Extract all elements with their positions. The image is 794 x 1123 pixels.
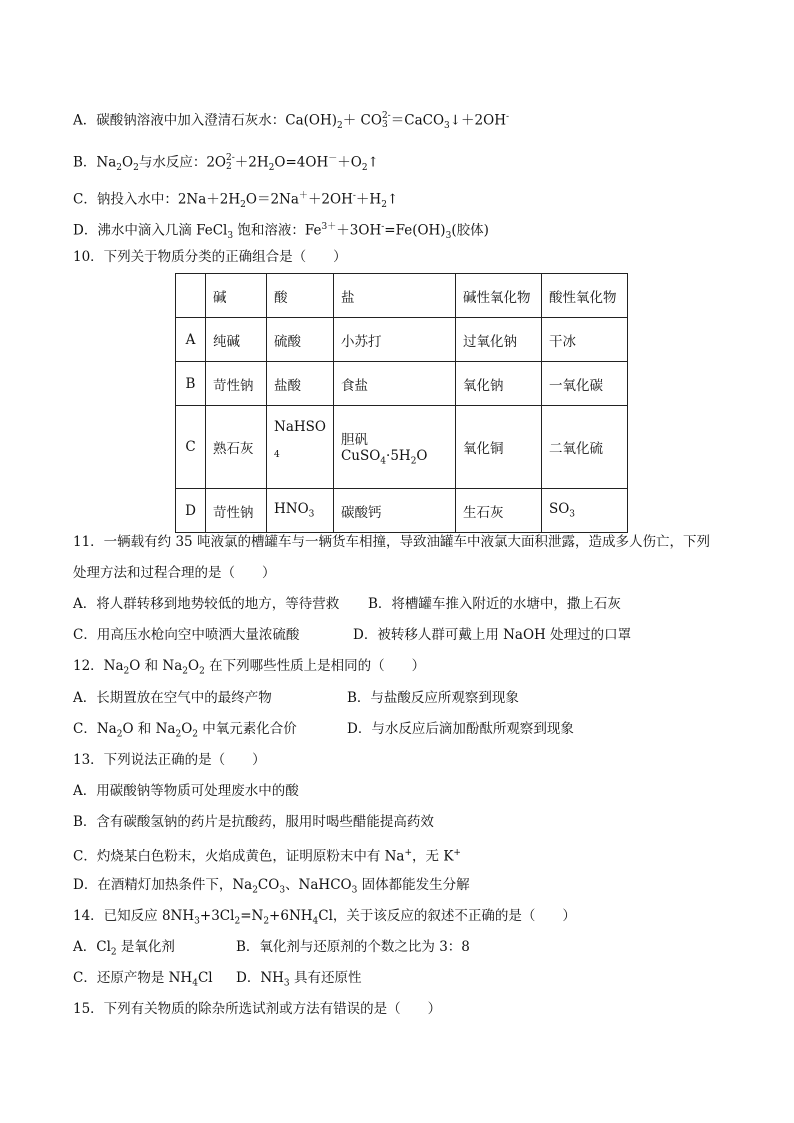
table-cell: 食盐 xyxy=(333,362,455,406)
table-cell: 生石灰 xyxy=(455,489,541,533)
q13-option-a: A．用碳酸钠等物质可处理废水中的酸 xyxy=(73,783,299,799)
q10-stem: 10．下列关于物质分类的正确组合是（ ） xyxy=(73,249,347,265)
q13-stem: 13．下列说法正确的是（ ） xyxy=(73,752,266,768)
table-cell: 氧化铜 xyxy=(455,406,541,489)
table-cell: 过氧化钠 xyxy=(455,318,541,362)
table-header-cell: 碱 xyxy=(206,274,267,318)
q11-option-a: A．将人群转移到地势较低的地方，等待营救 xyxy=(73,596,340,612)
q13-option-c: C．灼烧某白色粉末，火焰成黄色，证明原粉末中有 Na+，无 K+ xyxy=(73,848,461,865)
q12-option-c: C．$Na_2O$ 和 $Na_2O_2$ 中氧元素化合价 xyxy=(73,721,297,740)
q9-option-c: C．钠投入水中：$2Na+2H_2O=2Na^++2OH^-+H_2↑$ xyxy=(73,191,399,211)
table-cell: $SO_3$ xyxy=(541,489,627,533)
table-cell: 盐酸 xyxy=(267,362,334,406)
q9-option-b: B．$Na_2O_2$与水反应：2O 2- 2 $+2H_2O=4OH^-+O_2↑$ xyxy=(73,153,379,174)
table-header-cell: 碱性氧化物 xyxy=(455,274,541,318)
table-header-cell: 酸性氧化物 xyxy=(541,274,627,318)
table-cell: 苛性钠 xyxy=(206,362,267,406)
classification-table xyxy=(175,273,628,533)
q14-option-d: D．$NH_3$ 具有还原性 xyxy=(236,970,362,989)
q13-option-b: B．含有碳酸氢钠的药片是抗酸药，服用时喝些醋能提高药效 xyxy=(73,814,434,830)
q12-option-a: A．长期置放在空气中的最终产物 xyxy=(73,690,272,706)
q12-options-row1 xyxy=(73,689,519,707)
table-cell: 苛性钠 xyxy=(206,489,267,533)
q14-stem: 14．已知反应 $8NH_3+3Cl_2=N_2+6NH_4Cl$，关于该反应的叙述不正确的是（ ） xyxy=(73,908,576,927)
q15-stem: 15．下列有关物质的除杂所选试剂或方法有错误的是（ ） xyxy=(73,1001,442,1017)
table-cell: 胆矾 $CuSO_4\cdot 5H_2O$ xyxy=(333,406,455,489)
table-row xyxy=(176,406,628,489)
q12-option-d: D．与水反应后滴加酚酞所观察到现象 xyxy=(347,721,574,737)
table-cell xyxy=(176,274,206,318)
q12-stem: 12．$Na_2O$ 和 $Na_2O_2$ 在下列哪些性质上是相同的（ ） xyxy=(73,658,426,677)
q13-option-d: D．在酒精灯加热条件下，$Na_2CO_3$、NaHCO$_3$ 固体都能发生分解 xyxy=(73,877,470,896)
table-cell: D xyxy=(176,489,206,533)
table-row xyxy=(176,362,628,406)
table-cell: 熟石灰 xyxy=(206,406,267,489)
table-cell: B xyxy=(176,362,206,406)
table-cell: 氧化钠 xyxy=(455,362,541,406)
table-cell: 干冰 xyxy=(541,318,627,362)
q11-option-d: D．被转移人群可戴上用 NaOH 处理过的口罩 xyxy=(353,627,632,643)
q9-option-d: D．沸水中滴入几滴 FeCl$_3$ 饱和溶液：$Fe^{3+}+3OH^-=Fe(OH)_3$(胶体) xyxy=(73,222,489,242)
q11-option-c: C．用高压水枪向空中喷洒大量浓硫酸 xyxy=(73,627,300,643)
table-cell: C xyxy=(176,406,206,489)
table-cell: 一氧化碳 xyxy=(541,362,627,406)
q11-options-row2 xyxy=(73,626,632,644)
table-row xyxy=(176,318,628,362)
q14-option-b: B．氧化剂与还原剂的个数之比为 3：8 xyxy=(236,939,470,955)
table-header-cell: 盐 xyxy=(333,274,455,318)
table-cell: NaHSO 4 xyxy=(267,406,334,489)
table-cell: A xyxy=(176,318,206,362)
q11-stem-line1: 11．一辆载有约 35 吨液氯的槽罐车与一辆货车相撞，导致油罐车中液氯大面积泄露，造成多人伤亡，下列 xyxy=(73,534,710,550)
q11-option-b: B．将槽罐车推入附近的水塘中，撒上石灰 xyxy=(368,596,621,612)
q14-options-row2 xyxy=(73,969,362,993)
table-header-row xyxy=(176,274,628,318)
q14-options-row1 xyxy=(73,938,470,962)
q14-option-a: A．$Cl_2$ 是氧化剂 xyxy=(73,939,175,958)
table-cell: 硫酸 xyxy=(267,318,334,362)
table-cell: 二氧化硫 xyxy=(541,406,627,489)
table-row xyxy=(176,489,628,533)
q12-option-b: B．与盐酸反应所观察到现象 xyxy=(347,690,519,706)
table-cell: 碳酸钙 xyxy=(333,489,455,533)
q11-options-row1 xyxy=(73,595,621,613)
q12-options-row2 xyxy=(73,720,574,744)
table-header-cell: 酸 xyxy=(267,274,334,318)
q14-option-c: C．还原产物是 $NH_4Cl$ xyxy=(73,970,213,989)
table-cell: 纯碱 xyxy=(206,318,267,362)
q11-stem-line2: 处理方法和过程合理的是（ ） xyxy=(73,565,276,581)
q9-option-a: A．碳酸钠溶液中加入澄清石灰水：$Ca(OH)_2+$ CO 2- 3 ＝CaCO$_3$↓＋2OH- xyxy=(73,111,510,132)
table-cell: 小苏打 xyxy=(333,318,455,362)
table-cell: $HNO_3$ xyxy=(267,489,334,533)
